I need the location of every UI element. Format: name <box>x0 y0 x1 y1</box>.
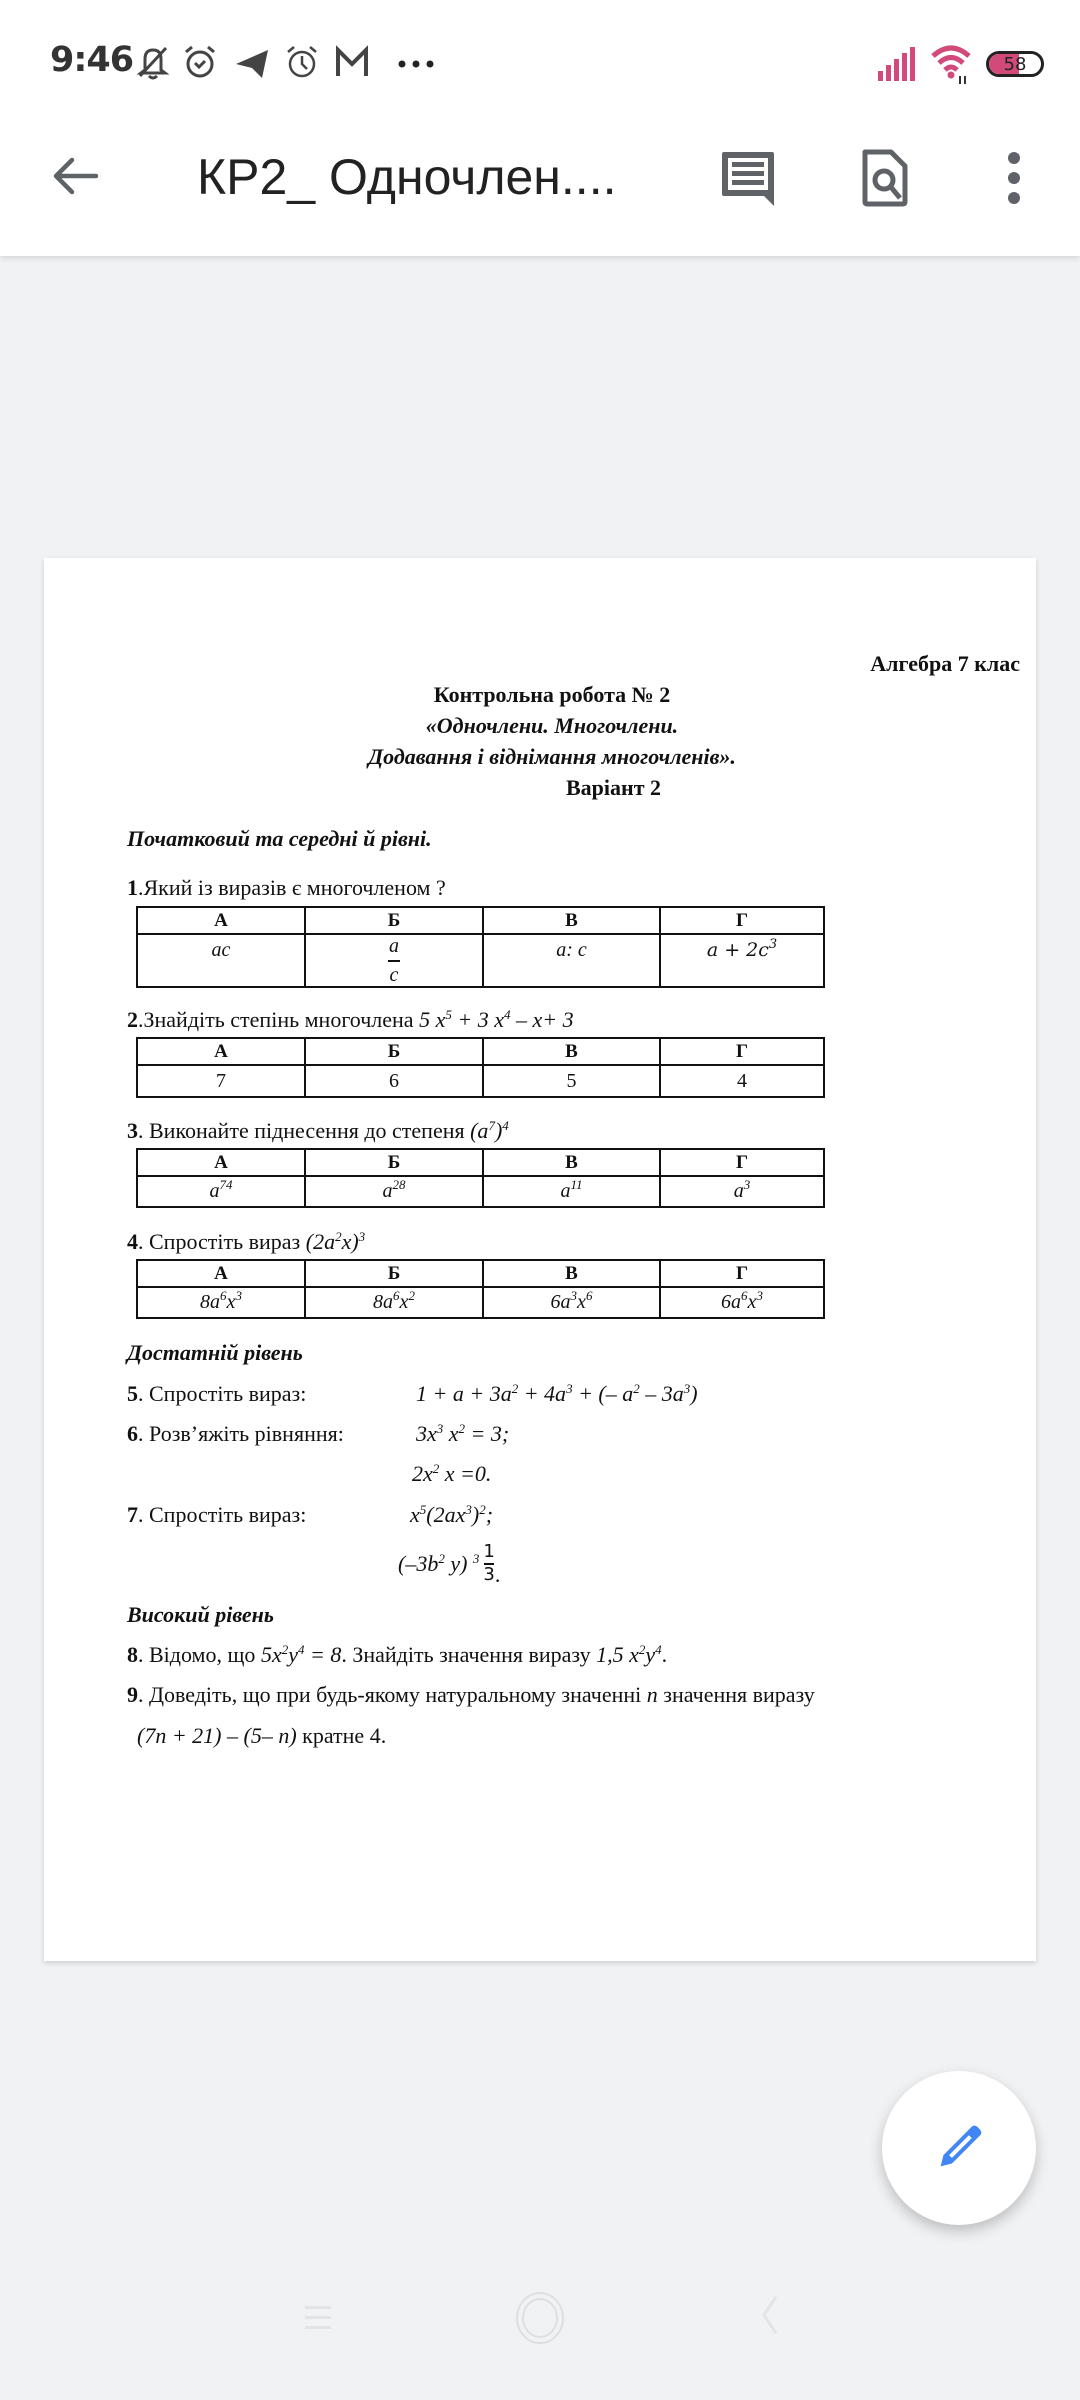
status-time: 9:46 <box>50 40 134 80</box>
more-notifications-icon <box>396 44 436 80</box>
option-g: 4 <box>660 1065 824 1097</box>
option-a: $8a^6x^3$ <box>137 1287 305 1318</box>
recents-icon[interactable] <box>303 2300 333 2336</box>
option-header-g: Г <box>660 1149 824 1176</box>
answer-table-3 <box>136 1148 825 1208</box>
battery-indicator <box>986 51 1044 77</box>
option-a: ac <box>137 934 305 987</box>
more-options-icon[interactable] <box>984 148 1044 208</box>
question-3: 3. Виконайте піднесення до степеня $(a^7)^4$ <box>127 1118 509 1143</box>
question-7-expression-2: ($-3b^2$ y) $^3$ $\frac{1}{3}$ . <box>398 1541 501 1587</box>
option-g: $a + 2c^3$ <box>660 934 824 987</box>
section-high-level: Високий рівень <box>127 1602 274 1627</box>
back-arrow-icon[interactable] <box>48 148 104 204</box>
gmail-icon <box>334 44 370 80</box>
edit-fab-button[interactable] <box>882 2071 1036 2225</box>
option-header-g: Г <box>660 907 824 934</box>
option-a: 7 <box>137 1065 305 1097</box>
find-in-document-icon[interactable] <box>855 148 915 208</box>
status-right <box>876 44 1044 84</box>
option-header-b: Б <box>305 1260 483 1287</box>
back-nav-icon[interactable] <box>758 2293 782 2337</box>
option-g: $a^3$ <box>660 1176 824 1207</box>
question-5: 5. Спростіть вираз: <box>127 1381 307 1406</box>
option-b: $a^{28}$ <box>305 1176 483 1207</box>
question-4: 4. Спростіть вираз $(2a^2x)^3$ <box>127 1229 366 1254</box>
option-v: a: c <box>483 934 660 987</box>
doc-subject: Алгебра 7 клас <box>870 651 1020 676</box>
battery-percent: 58 <box>1003 53 1027 75</box>
doc-variant: Варіант 2 <box>566 775 662 800</box>
document-page[interactable] <box>44 558 1036 1961</box>
pencil-icon <box>929 2118 989 2178</box>
question-7: 7. Спростіть вираз: <box>127 1502 307 1527</box>
home-icon[interactable] <box>514 2290 566 2346</box>
option-a: $a^{74}$ <box>137 1176 305 1207</box>
doc-title-line3: Додавання і віднімання многочленів». <box>368 744 736 769</box>
option-b: 6 <box>305 1065 483 1097</box>
question-9: 9. Доведіть, що при будь-якому натуральному значенні n значення виразу <box>127 1682 815 1707</box>
option-header-a: А <box>137 1260 305 1287</box>
option-v: 5 <box>483 1065 660 1097</box>
option-header-b: Б <box>305 1038 483 1065</box>
option-header-v: В <box>483 1149 660 1176</box>
doc-title-line2: «Одночлени. Многочлени. <box>425 713 679 738</box>
question-5-expression: $1 + a + 3a^2 + 4a^3$ + (– $a^2 - 3a^3$) <box>416 1381 698 1406</box>
comments-icon[interactable] <box>718 148 778 208</box>
alarm-icon <box>182 44 218 80</box>
option-header-b: Б <box>305 1149 483 1176</box>
question-6-equation-1: $3x^3$ $x^2 = 3$; <box>416 1421 510 1446</box>
answer-table-2 <box>136 1037 825 1098</box>
option-header-v: В <box>483 907 660 934</box>
option-b: $8a^6x^2$ <box>305 1287 483 1318</box>
question-6: 6. Розв’яжіть рівняння: <box>127 1421 344 1446</box>
question-2: 2.Знайдіть степінь многочлена 5 $x^5 + 3$ $x^4 - x+ 3$ <box>127 1007 574 1032</box>
section-basic-level: Початковий та середні й рівні. <box>127 826 432 851</box>
option-header-v: В <box>483 1038 660 1065</box>
option-v: $a^{11}$ <box>483 1176 660 1207</box>
document-title: КР2_ Одночлен.... <box>197 149 617 205</box>
signal-icon <box>876 47 916 81</box>
answer-table-1 <box>136 906 825 988</box>
question-7-expression-1: $x^5(2ax^3)^2$; <box>410 1502 494 1527</box>
bell-off-icon <box>136 44 170 80</box>
option-g: $6a^6x^3$ <box>660 1287 824 1318</box>
wifi-icon <box>930 44 972 84</box>
section-sufficient-level: Достатній рівень <box>127 1340 303 1365</box>
option-header-v: В <box>483 1260 660 1287</box>
option-header-b: Б <box>305 907 483 934</box>
question-6-equation-2: $2x^2$ x =0. <box>412 1461 492 1486</box>
option-header-g: Г <box>660 1038 824 1065</box>
option-header-a: А <box>137 1038 305 1065</box>
app-header <box>0 0 1080 256</box>
answer-table-4 <box>136 1259 825 1319</box>
option-b: $\frac{a}{c}$ <box>305 934 483 987</box>
telegram-icon <box>234 44 270 80</box>
option-header-g: Г <box>660 1260 824 1287</box>
question-1: 1.Який із виразів є многочленом ? <box>127 875 446 900</box>
question-8: 8. Відомо, що $5x^2y^4 = 8$. Знайдіть значення виразу 1,5 $x^2y^4$. <box>127 1642 668 1667</box>
option-v: $6a^3x^6$ <box>483 1287 660 1318</box>
doc-title-line1: Контрольна робота № 2 <box>433 682 671 707</box>
option-header-a: А <box>137 907 305 934</box>
question-9-expression: (7n + 21) – (5– n) кратне 4. <box>137 1723 387 1748</box>
option-header-a: А <box>137 1149 305 1176</box>
clock-icon <box>284 44 320 80</box>
